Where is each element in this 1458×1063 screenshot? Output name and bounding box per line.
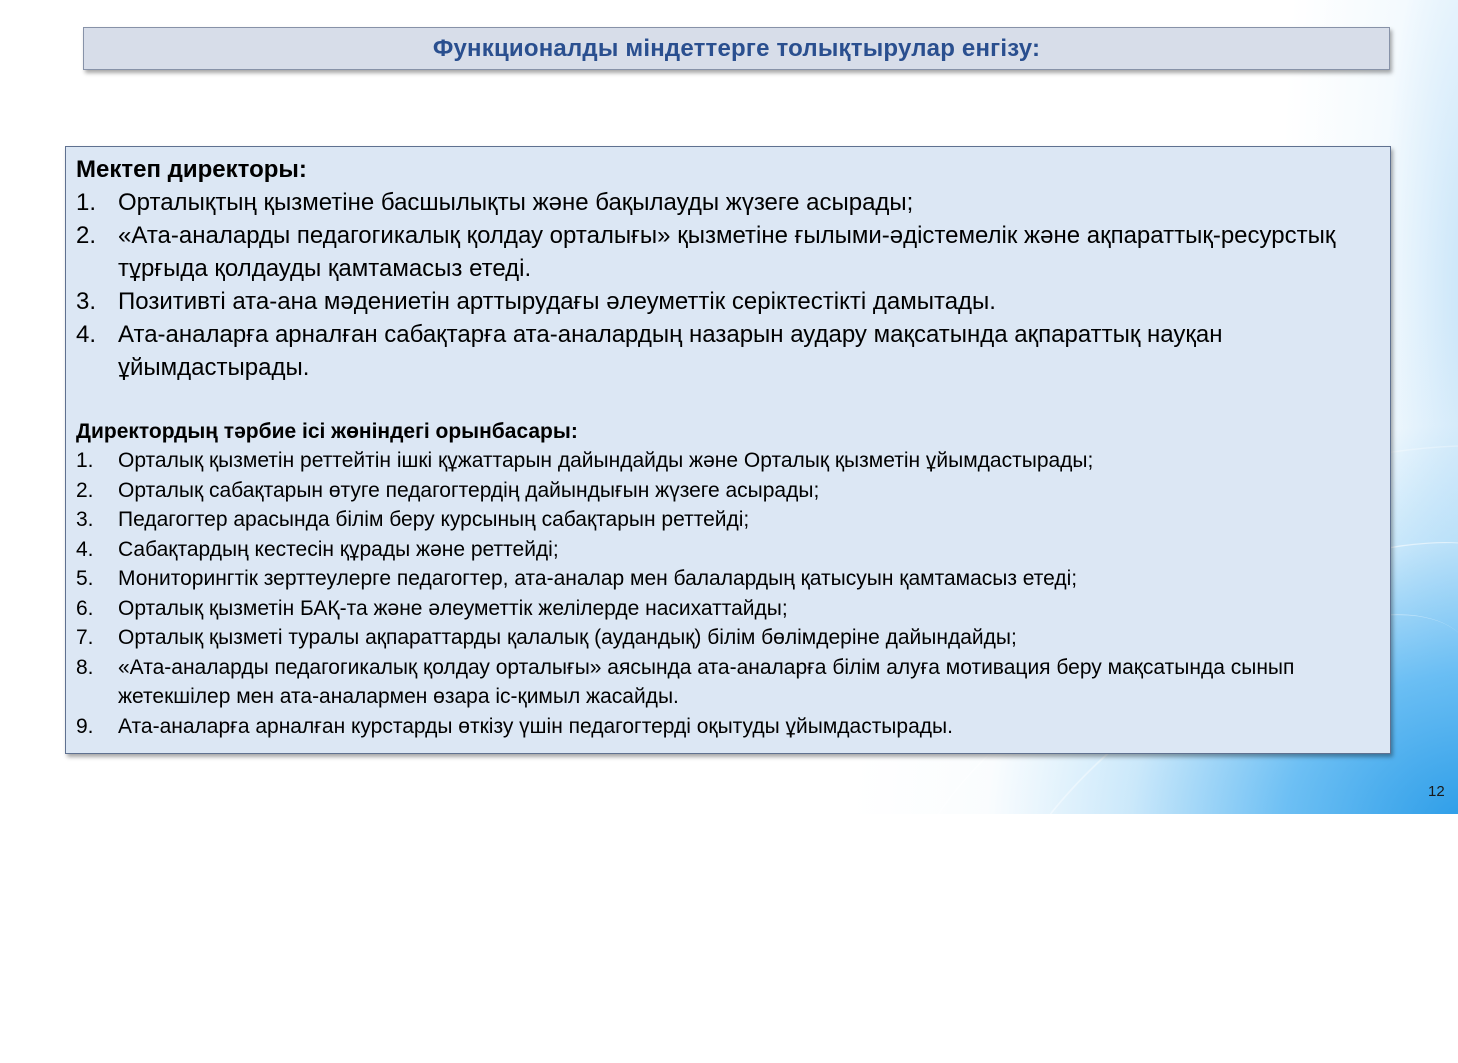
list-item [76,186,1380,219]
list-text: Орталық сабақтарын өтуге педагогтердің дайындығын жүзеге асырады; [118,478,820,502]
list-item [76,219,1380,285]
list-text: Педагогтер арасында білім беру курсының сабақтарын реттейді; [118,508,750,531]
list-text: Орталық қызметі туралы ақпараттарды қалалық (аудандық) білім бөлімдеріне дайындайды; [118,626,1017,649]
list-number: 7. [76,626,94,649]
list-number: 2. [76,478,94,502]
deputy-director-section [76,417,1380,741]
list-number: 3. [76,508,94,531]
section-heading: Директордың тәрбие ісі жөніндегі орынбасары: [76,420,578,443]
list-item [76,564,1380,594]
list-number: 3. [76,288,97,315]
content-panel [65,146,1391,754]
list-number: 4. [76,537,94,561]
list-number: 1. [76,189,97,216]
slide-title: Функционалды міндеттерге толықтырулар енгізу: [432,34,1041,62]
list-number: 5. [76,567,94,590]
title-banner [83,27,1390,70]
list-text: Мониторингтік зерттеулерге педагогтер, ата-аналар мен балалардың қатысуын қамтамасыз етеді; [118,567,1078,590]
list-number: 6. [76,596,94,620]
list-item [76,476,1380,506]
list-number: 4. [76,321,97,348]
list-item [76,712,1380,742]
director-section [76,153,1380,384]
list-text: Сабақтардың кестесін құрады және реттейді; [118,537,559,561]
section-heading: Мектеп директоры: [76,156,307,183]
list-text: Орталық қызметін БАҚ-та және әлеуметтік желілерде насихаттайды; [118,596,788,620]
list-number: 9. [76,714,94,738]
list-item [76,623,1380,653]
list-item [76,535,1380,565]
list-text: «Ата-аналарды педагогикалық қолдау орталығы» аясында ата-аналарға білім алуға мотивация беру мақсатында сынып жетекшілер мен ата-аналармен өзара іс-қимыл жасайды. [118,655,1295,708]
list-text: Ата-аналарға арналған курстарды өткізу үшін педагогтерді оқытуды ұйымдастырады. [118,714,953,738]
list-item [76,285,1380,318]
list-number: 2. [76,222,97,249]
list-text: «Ата-аналарды педагогикалық қолдау орталығы» қызметіне ғылыми-әдістемелік және ақпараттық-ресурстық тұрғыда қолдауды қамтамасыз етеді. [118,222,1336,282]
list-item [76,594,1380,624]
list-text: Позитивті ата-ана мәдениетін арттырудағы әлеуметтік серіктестікті дамытады. [118,288,996,315]
list-item [76,653,1380,712]
page-number: 12 [1428,783,1445,800]
list-number: 8. [76,655,94,679]
list-item [76,446,1380,476]
list-item [76,318,1380,384]
list-item [76,505,1380,535]
list-text: Ата-аналарға арналған сабақтарға ата-аналардың назарын аудару мақсатында ақпараттық науқан ұйымдастырады. [118,321,1223,381]
list-text: Орталықтың қызметіне басшылықты және бақылауды жүзеге асырады; [118,189,914,216]
list-number: 1. [76,449,94,472]
list-text: Орталық қызметін реттейтін ішкі құжаттарын дайындайды және Орталық қызметін ұйымдастырады; [118,449,1094,472]
